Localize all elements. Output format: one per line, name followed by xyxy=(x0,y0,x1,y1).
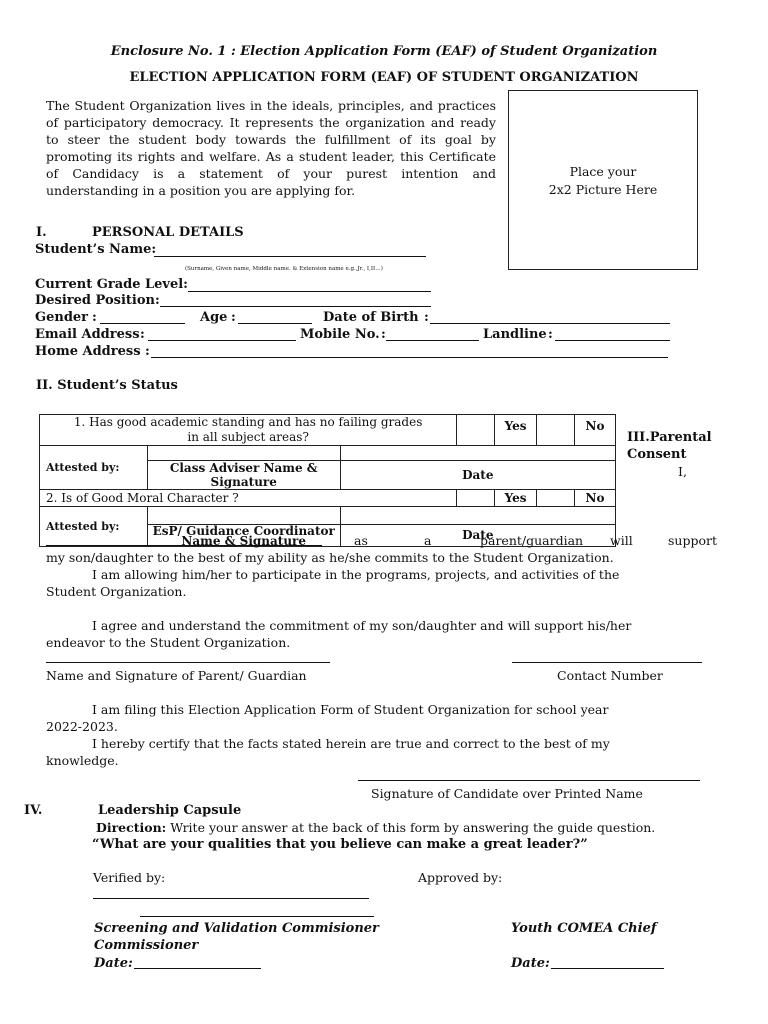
q1-yes-checkbox[interactable] xyxy=(537,415,575,446)
desired-position-field[interactable] xyxy=(160,306,431,307)
enclosure-title: Enclosure No. 1 : Election Application Form (EAF) of Student Organization xyxy=(110,44,658,59)
q2-guidance-signature-field[interactable] xyxy=(147,507,340,525)
status-row-q1 xyxy=(40,415,616,446)
age-colon: : xyxy=(231,310,236,325)
section-1-number: I. xyxy=(36,225,47,240)
landline-label: Landline xyxy=(483,327,547,342)
mobile-label: Mobile No. xyxy=(300,327,380,342)
q2-attested-label: Attested by: xyxy=(40,507,148,547)
q1-date-field[interactable] xyxy=(340,446,615,461)
consent-line2: my son/daughter to the best of my ability as he/she commits to the Student Organization. xyxy=(46,550,614,565)
mobile-field[interactable] xyxy=(386,340,479,341)
contact-number-label: Contact Number xyxy=(557,668,663,683)
verifier-date-field[interactable] xyxy=(134,968,261,969)
q1-attested-label: Attested by: xyxy=(40,446,148,490)
verified-by-label: Verified by: xyxy=(93,870,166,885)
candidate-signature-label: Signature of Candidate over Printed Name xyxy=(371,786,643,801)
photo-label-line2: 2x2 Picture Here xyxy=(548,182,658,197)
age-label: Age xyxy=(200,310,228,325)
direction-label: Direction: xyxy=(96,820,167,835)
mobile-colon: : xyxy=(381,327,386,342)
approver-date-field[interactable] xyxy=(551,968,664,969)
adviser-caption: Class Adviser Name & Signature xyxy=(147,461,340,490)
parent-signature-field[interactable] xyxy=(46,662,330,663)
consent-p3-line2: endeavor to the Student Organization. xyxy=(46,635,291,650)
q1-line1: 1. Has good academic standing and has no failing grades xyxy=(73,415,423,429)
q2-no-label: No xyxy=(574,490,615,507)
candidate-signature-field[interactable] xyxy=(358,780,700,781)
consent-p3-line1: I agree and understand the commitment of my son/daughter and will support his/her xyxy=(92,618,632,633)
section-4-number: IV. xyxy=(24,803,43,818)
q1-line2: in all subject areas? xyxy=(187,430,309,444)
guide-question: “What are your qualities that you believe can make a great leader?” xyxy=(92,837,588,852)
parent-name-field[interactable] xyxy=(46,545,322,546)
email-label: Email Address xyxy=(35,327,140,342)
consent-support: support xyxy=(668,533,717,548)
consent-p2-line2: Student Organization. xyxy=(46,584,187,599)
verifier-date-label: Date: xyxy=(94,956,133,971)
q2-blank-cell xyxy=(457,490,495,507)
age-field[interactable] xyxy=(238,323,312,324)
contact-number-field[interactable] xyxy=(512,662,702,663)
verifier-signature-field[interactable] xyxy=(93,898,369,899)
email-field[interactable] xyxy=(148,340,296,341)
photo-label-line1: Place your xyxy=(569,164,637,179)
dob-label: Date of Birth xyxy=(323,310,419,325)
address-label: Home Address xyxy=(35,344,141,359)
q1-adviser-signature-field[interactable] xyxy=(147,446,340,461)
consent-parent: parent/guardian xyxy=(480,533,584,548)
photo-box xyxy=(508,90,698,270)
section-3-heading-line1: III.Parental xyxy=(627,430,712,445)
section-3-heading-line2: Consent xyxy=(627,447,687,462)
screening-title-line2: Commissioner xyxy=(94,938,199,953)
commissioner-signature-field[interactable] xyxy=(140,916,374,917)
approver-date-label: Date: xyxy=(511,956,550,971)
address-colon: : xyxy=(145,344,150,359)
intro-paragraph: The Student Organization lives in the ideals, principles, and practices of participatory democracy. It represents the organization and ready to steer the student body towards the fulfillment of its goal by promoting its rights and welfare. As a student leader, this Certificate of Candidacy is a statement of your purest intention and understanding in a position you are applying for. xyxy=(46,98,496,198)
q2-text: 2. Is of Good Moral Character ? xyxy=(40,490,457,507)
landline-field[interactable] xyxy=(555,340,670,341)
certify-p2-line1: I hereby certify that the facts stated herein are true and correct to the best of my xyxy=(92,736,610,751)
email-colon: : xyxy=(140,327,145,342)
section-2-heading: II. Student’s Status xyxy=(36,378,178,393)
q1-date-caption: Date xyxy=(340,461,615,490)
consent-will: will xyxy=(610,533,633,548)
direction-text: Write your answer at the back of this form by answering the guide question. xyxy=(166,820,656,835)
gender-colon: : xyxy=(92,310,97,325)
guidance-caption xyxy=(147,525,340,547)
q1-blank-cell xyxy=(457,415,495,446)
q2-yes-label: Yes xyxy=(495,490,537,507)
approved-by-label: Approved by: xyxy=(418,870,503,885)
chief-title: Youth COMEA Chief xyxy=(511,921,657,936)
landline-colon: : xyxy=(548,327,553,342)
student-name-field[interactable] xyxy=(154,256,426,257)
q1-no-label: No xyxy=(574,415,615,446)
gender-field[interactable] xyxy=(100,323,185,324)
student-name-label: Student’s Name: xyxy=(35,242,157,257)
certify-p2-line2: knowledge. xyxy=(46,753,119,768)
section-1-heading: PERSONAL DETAILS xyxy=(92,225,244,240)
q2-date-field[interactable] xyxy=(340,507,615,525)
screening-title-line1: Screening and Validation Commisioner xyxy=(94,921,379,936)
student-name-hint: (Surname, Given name, Middle name. & Extension name e.g.,Jr., I,II…) xyxy=(185,266,383,272)
consent-p2-line1: I am allowing him/her to participate in the programs, projects, and activities of the xyxy=(92,567,620,582)
q1-yes-label: Yes xyxy=(495,415,537,446)
consent-as: as xyxy=(354,533,368,548)
q2-yes-checkbox[interactable] xyxy=(537,490,575,507)
grade-level-field[interactable] xyxy=(188,291,431,292)
status-table xyxy=(39,414,616,547)
address-field[interactable] xyxy=(151,357,668,358)
consent-a: a xyxy=(424,533,432,548)
status-row-q2 xyxy=(40,490,616,507)
grade-level-label: Current Grade Level: xyxy=(35,277,188,292)
dob-field[interactable] xyxy=(430,323,670,324)
consent-i: I, xyxy=(678,464,687,479)
certify-p1-line1: I am filing this Election Application Form of Student Organization for school year xyxy=(92,702,609,717)
desired-position-label: Desired Position: xyxy=(35,293,160,308)
section-4-heading: Leadership Capsule xyxy=(98,803,242,818)
dob-colon: : xyxy=(424,310,429,325)
guidance-caption-line2: Name & Signature xyxy=(181,533,307,548)
gender-label: Gender xyxy=(35,310,89,325)
certify-p1-line2: 2022-2023. xyxy=(46,719,118,734)
form-title: ELECTION APPLICATION FORM (EAF) OF STUDENT ORGANIZATION xyxy=(129,70,639,85)
parent-signature-label: Name and Signature of Parent/ Guardian xyxy=(46,668,307,683)
q2-date-caption: Date xyxy=(340,525,615,547)
guidance-caption-line1: EsP/ Guidance Coordinator xyxy=(152,523,335,538)
